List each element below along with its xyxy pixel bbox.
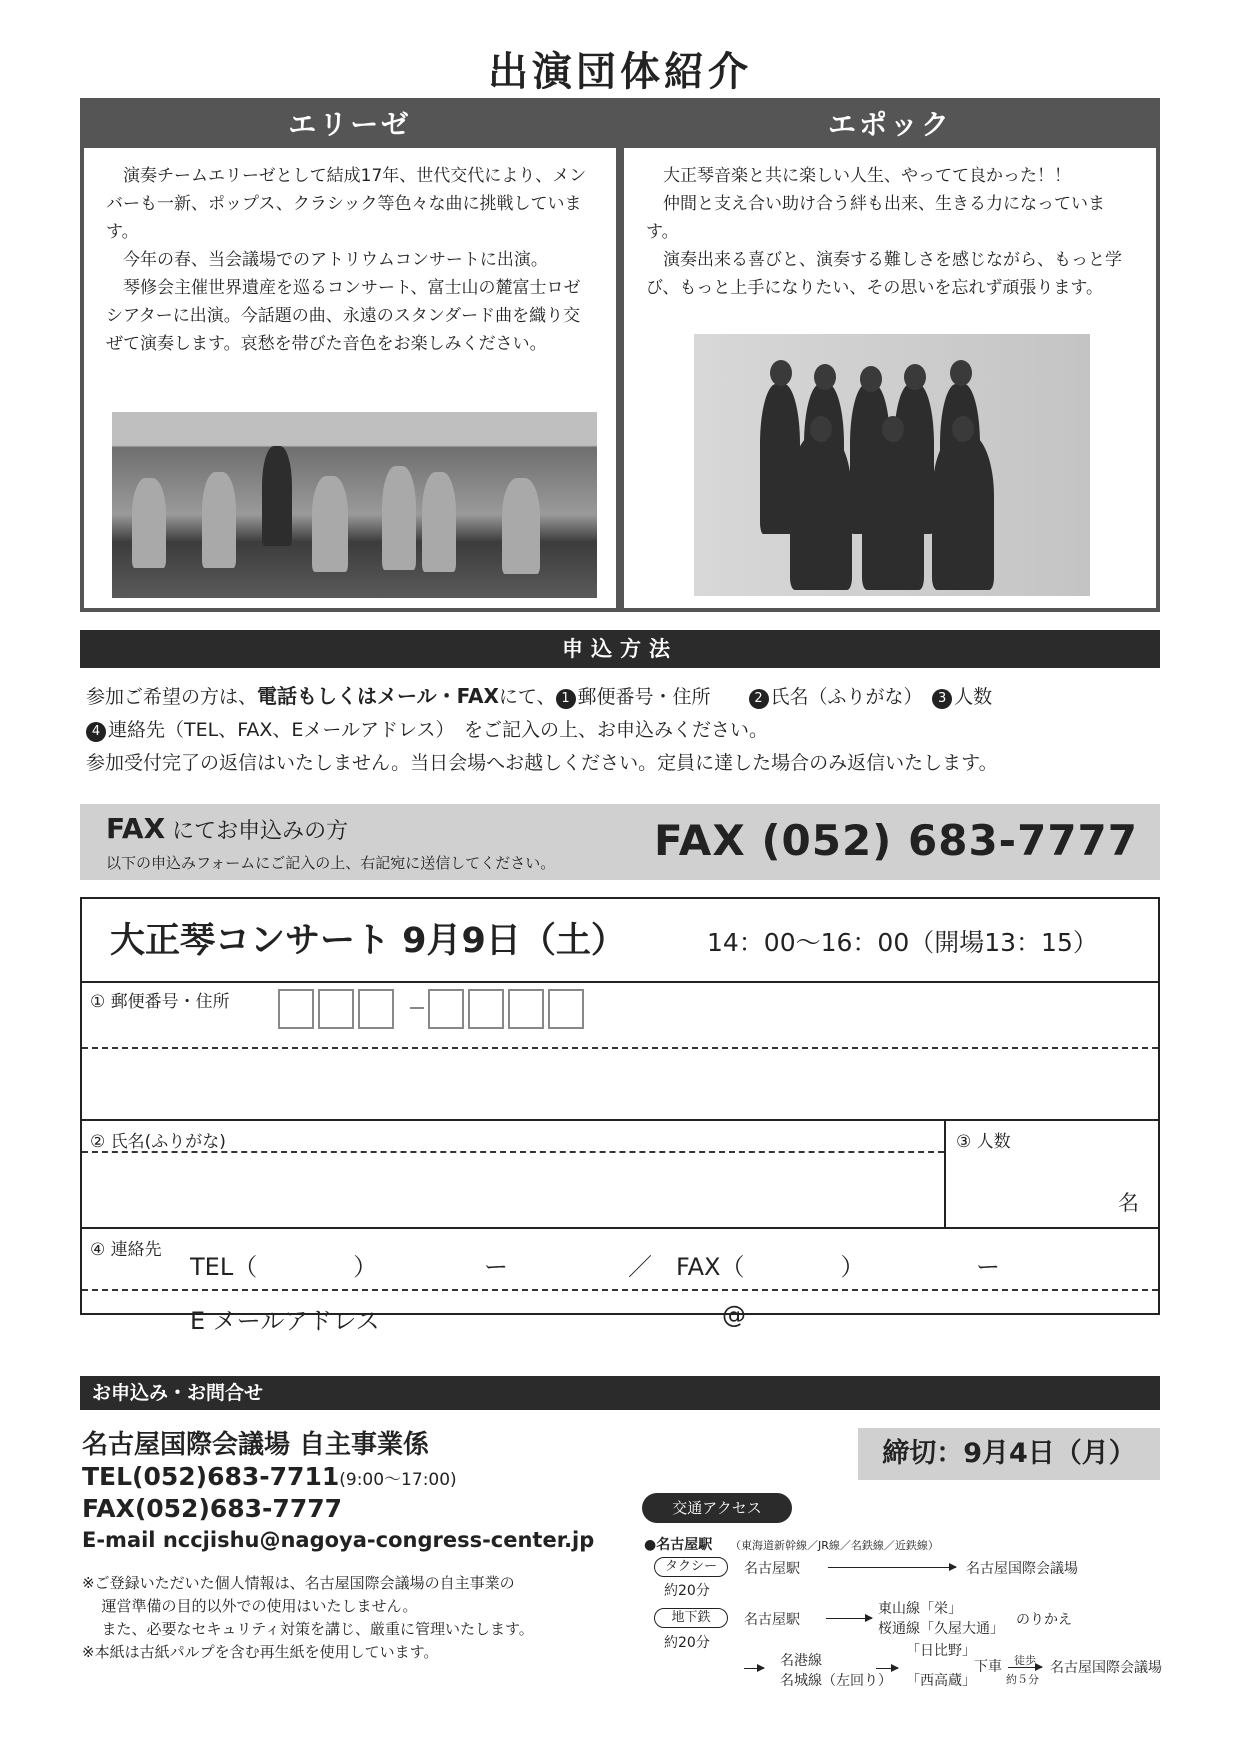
fax-field[interactable]: FAX（ ） bbox=[676, 1253, 865, 1281]
group-photo bbox=[694, 334, 1090, 596]
slash: ／ bbox=[628, 1253, 652, 1281]
destination: 名古屋国際会議場 bbox=[1050, 1660, 1162, 1676]
member-head bbox=[770, 360, 792, 386]
address-label: ① 郵便番号・住所 bbox=[90, 992, 230, 1012]
contact-tel bbox=[82, 1462, 457, 1491]
divider bbox=[82, 1119, 1158, 1121]
zip-digit-box[interactable] bbox=[318, 989, 354, 1029]
member-head bbox=[814, 364, 836, 390]
zip-digit-box[interactable] bbox=[508, 989, 544, 1029]
stop-a: 「日比野」 bbox=[906, 1643, 976, 1659]
performer-figure bbox=[422, 472, 456, 572]
note: また、必要なセキュリティ対策を講じ、厳重に管理いたします。 bbox=[101, 1620, 534, 1638]
privacy-notes bbox=[82, 1572, 534, 1664]
member-figure bbox=[790, 434, 852, 590]
performer-figure bbox=[132, 478, 166, 568]
divider bbox=[944, 1119, 946, 1227]
tel-dash: ー bbox=[484, 1253, 508, 1281]
arrow-icon bbox=[1008, 1667, 1042, 1668]
tel-number: TEL(052)683-7711 bbox=[82, 1462, 340, 1491]
divider bbox=[82, 1227, 1158, 1229]
furigana-line[interactable] bbox=[82, 1151, 944, 1153]
access-title: 交通アクセス bbox=[642, 1493, 792, 1523]
text: 人数 bbox=[954, 686, 993, 708]
taxi-to: 名古屋国際会議場 bbox=[966, 1561, 1078, 1577]
paragraph: 仲間と支え合い助け合う絆も出来、生きる力になっています。 bbox=[646, 194, 1105, 242]
fax-word: FAX bbox=[106, 812, 166, 845]
taxi-tag: タクシー bbox=[654, 1557, 728, 1577]
group-elise bbox=[84, 102, 616, 608]
number-badge: 1 bbox=[556, 689, 576, 709]
group-description bbox=[84, 148, 616, 358]
fax-dash: ー bbox=[976, 1253, 1000, 1281]
group-description bbox=[624, 148, 1156, 302]
divider bbox=[82, 1289, 1158, 1291]
arrow-icon bbox=[744, 1668, 764, 1669]
stop-b: 「西高蔵」 bbox=[906, 1673, 976, 1689]
taxi-from: 名古屋駅 bbox=[744, 1561, 800, 1577]
performers-section bbox=[80, 98, 1160, 612]
member-head bbox=[810, 416, 832, 442]
number-badge: 3 bbox=[932, 689, 952, 709]
zip-digit-box[interactable] bbox=[468, 989, 504, 1029]
member-head bbox=[904, 364, 926, 390]
group-epoch bbox=[624, 102, 1156, 608]
zip-digit-box[interactable] bbox=[358, 989, 394, 1029]
tel-field[interactable]: TEL（ ） bbox=[190, 1253, 378, 1281]
contact-header: お申込み・お問合せ bbox=[80, 1376, 1160, 1410]
subway-time: 約20分 bbox=[664, 1635, 710, 1651]
station-name: ●名古屋駅 bbox=[644, 1537, 713, 1553]
apply-line-1 bbox=[86, 680, 1166, 714]
performance-photo bbox=[112, 412, 597, 598]
station-lines: （東海道新幹線／JR線／名鉄線／近鉄線） bbox=[730, 1539, 939, 1552]
zip-digit-box[interactable] bbox=[428, 989, 464, 1029]
count-label: ③ 人数 bbox=[956, 1132, 1011, 1152]
text: にてお申込みの方 bbox=[172, 819, 349, 844]
fax-sub: 以下の申込みフォームにご記入の上、右記宛に送信してください。 bbox=[106, 854, 556, 872]
text: 氏名（ふりがな） bbox=[770, 686, 914, 708]
paragraph: 演奏出来る喜びと、演奏する難しさを感じながら、もっと学び、もっと上手になりたい、その思いを忘れず頑張ります。 bbox=[646, 250, 1122, 298]
alight: 下車 bbox=[974, 1659, 1002, 1675]
performer-figure bbox=[312, 476, 348, 572]
note: ※本紙は古紙パルプを含む再生紙を使用しています。 bbox=[82, 1643, 439, 1661]
line-a: 東山線「栄」 bbox=[878, 1601, 962, 1617]
subway-from: 名古屋駅 bbox=[744, 1612, 800, 1628]
arrow-icon bbox=[826, 1618, 872, 1619]
member-figure bbox=[932, 434, 994, 590]
member-figure bbox=[862, 434, 924, 590]
paragraph: 琴修会主催世界遺産を巡るコンサート、富士山の麓富士ロゼシアターに出演。今話題の曲、永遠のスタンダード曲を織り交ぜて演奏します。哀愁を帯びた音色をお楽しみください。 bbox=[106, 278, 581, 354]
paragraph: 演奏チームエリーゼとして結成17年、世代交代により、メンバーも一新、ポップス、クラシック等色々な曲に挑戦しています。 bbox=[106, 166, 587, 242]
performer-figure bbox=[502, 478, 540, 574]
page-title: 出演団体紹介 bbox=[488, 49, 752, 95]
walk-time: 約５分 bbox=[1006, 1673, 1039, 1686]
member-head bbox=[952, 416, 974, 442]
divider bbox=[82, 981, 1158, 983]
performer-figure bbox=[382, 466, 416, 570]
tel-hours: (9:00～17:00) bbox=[339, 1470, 457, 1490]
contact-email: E-mail nccjishu@nagoya-congress-center.jp bbox=[82, 1528, 595, 1552]
performer-figure bbox=[262, 446, 292, 546]
text: 郵便番号・住所 bbox=[577, 686, 711, 708]
note: 運営準備の目的以外での使用はいたしません。 bbox=[101, 1597, 418, 1615]
taxi-time: 約20分 bbox=[664, 1583, 710, 1599]
arrow-icon bbox=[876, 1668, 898, 1669]
paragraph: 大正琴音楽と共に楽しい人生、やってて良かった！！ bbox=[663, 166, 1071, 186]
deadline-badge: 締切：9月4日（月） bbox=[858, 1428, 1160, 1480]
contact-label: ④ 連絡先 bbox=[90, 1240, 162, 1260]
zip-digit-box[interactable] bbox=[548, 989, 584, 1029]
contact-fax: FAX(052)683-7777 bbox=[82, 1494, 343, 1523]
zip-digit-box[interactable] bbox=[278, 989, 314, 1029]
line-d: 名城線（左回り） bbox=[780, 1673, 892, 1689]
performer-figure bbox=[202, 472, 236, 568]
member-head bbox=[882, 416, 904, 442]
apply-instructions bbox=[86, 680, 1166, 780]
apply-header: 申込方法 bbox=[80, 630, 1160, 668]
email-field[interactable]: E メールアドレス bbox=[190, 1307, 380, 1335]
text: にて、 bbox=[498, 686, 556, 708]
note: ※ご登録いただいた個人情報は、名古屋国際会議場の自主事業の bbox=[82, 1574, 515, 1592]
emphasis: 電話もしくはメール・FAX bbox=[257, 684, 499, 708]
address-line[interactable] bbox=[82, 1047, 1158, 1049]
number-badge: 2 bbox=[749, 689, 769, 709]
fax-heading bbox=[106, 812, 348, 845]
group-name: エポック bbox=[624, 102, 1156, 148]
member-head bbox=[950, 360, 972, 386]
text: 参加ご希望の方は、 bbox=[86, 686, 258, 708]
walk-label: 徒歩 bbox=[1014, 1654, 1036, 1667]
arrow-icon bbox=[828, 1567, 956, 1568]
contact-org: 名古屋国際会議場 自主事業係 bbox=[82, 1430, 430, 1460]
apply-line-3: 参加受付完了の返信はいたしません。当日会場へお越しください。定員に達した場合のみ返信いたします。 bbox=[86, 752, 998, 774]
member-head bbox=[860, 366, 882, 392]
line-c: 名港線 bbox=[780, 1653, 822, 1669]
fax-number: FAX (052) 683-7777 bbox=[653, 816, 1138, 865]
apply-line-2 bbox=[86, 714, 1166, 747]
paragraph: 今年の春、当会議場でのアトリウムコンサートに出演。 bbox=[123, 250, 548, 270]
count-unit: 名 bbox=[1118, 1191, 1139, 1215]
text: 連絡先（TEL、FAX、Eメールアドレス） をご記入の上、お申込みください。 bbox=[108, 719, 768, 741]
subway-tag: 地下鉄 bbox=[654, 1608, 728, 1628]
zip-separator bbox=[410, 1007, 424, 1009]
form-time: 14：00～16：00（開場13：15） bbox=[707, 928, 1098, 957]
group-name: エリーゼ bbox=[84, 102, 616, 148]
transfer: のりかえ bbox=[1016, 1612, 1072, 1628]
number-badge: 4 bbox=[86, 722, 106, 742]
fax-band bbox=[80, 804, 1160, 880]
line-b: 桜通線「久屋大通」 bbox=[878, 1621, 1004, 1637]
name-label: ② 氏名(ふりがな) bbox=[90, 1132, 226, 1152]
at-sign: @ bbox=[722, 1301, 746, 1329]
application-form bbox=[80, 897, 1160, 1335]
form-title: 大正琴コンサート 9月9日（土） bbox=[110, 921, 626, 961]
